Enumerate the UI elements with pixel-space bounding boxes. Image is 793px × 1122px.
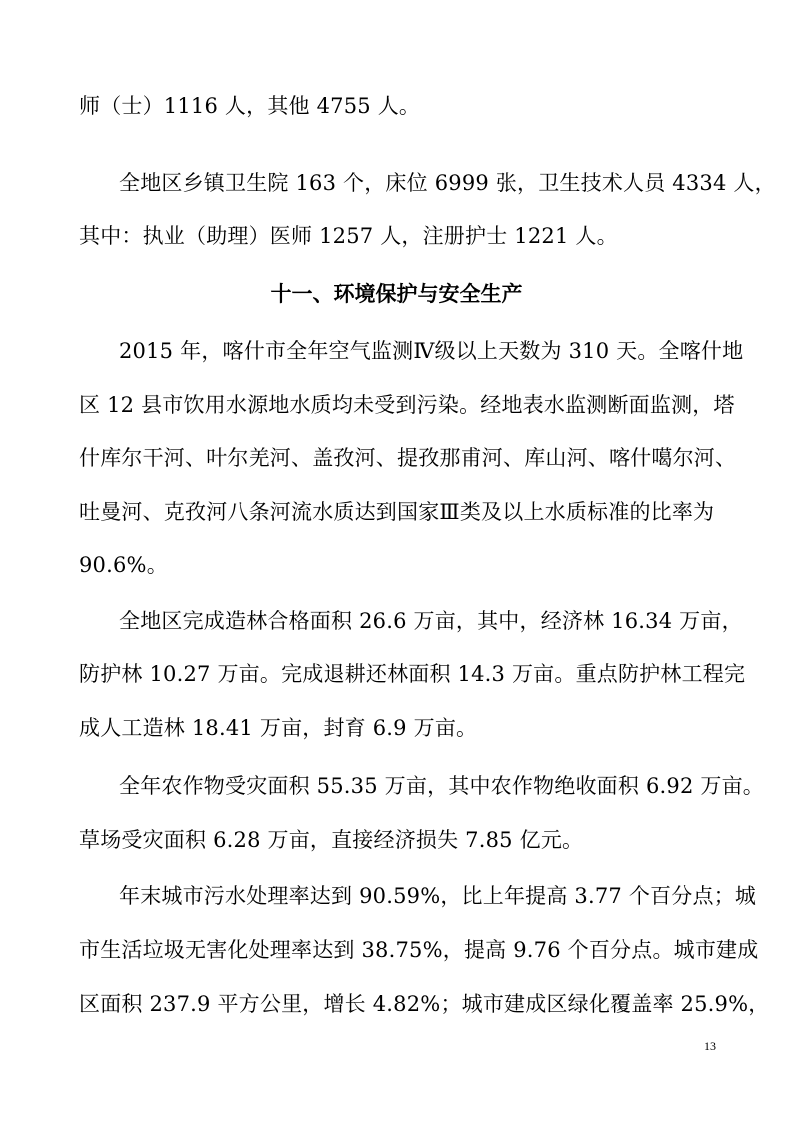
body-line: 2015 年，喀什市全年空气监测Ⅳ级以上天数为 310 天。全喀什地: [119, 339, 744, 363]
body-line: 吐曼河、克孜河八条河流水质达到国家Ⅲ类及以上水质标准的比率为: [79, 500, 715, 524]
body-line: 区 12 县市饮用水源地水质均未受到污染。经地表水监测断面监测，塔: [79, 393, 735, 417]
body-line: 年末城市污水处理率达到 90.59%，比上年提高 3.77 个百分点；城: [119, 884, 757, 908]
section-heading: 十一、环境保护与安全生产: [270, 282, 523, 306]
body-line: 90.6%。: [79, 553, 168, 577]
body-line: 全地区完成造林合格面积 26.6 万亩，其中，经济林 16.34 万亩，: [119, 609, 743, 633]
body-line: 防护林 10.27 万亩。完成退耕还林面积 14.3 万亩。重点防护林工程完: [79, 662, 746, 686]
body-line: 成人工造林 18.41 万亩，封育 6.9 万亩。: [79, 716, 478, 740]
body-line: 师（士）1116 人，其他 4755 人。: [79, 94, 421, 118]
body-line: 什库尔干河、叶尔羌河、盖孜河、提孜那甫河、库山河、喀什噶尔河、: [79, 446, 737, 470]
body-line: 区面积 237.9 平方公里，增长 4.82%；城市建成区绿化覆盖率 25.9%，: [79, 992, 770, 1016]
body-line: 全年农作物受灾面积 55.35 万亩，其中农作物绝收面积 6.92 万亩。: [119, 774, 764, 798]
body-line: 其中：执业（助理）医师 1257 人，注册护士 1221 人。: [79, 224, 618, 248]
body-line: 市生活垃圾无害化处理率达到 38.75%，提高 9.76 个百分点。城市建成: [79, 938, 759, 962]
body-line: 草场受灾面积 6.28 万亩，直接经济损失 7.85 亿元。: [79, 828, 584, 852]
page-number: 13: [704, 1039, 716, 1053]
body-line: 全地区乡镇卫生院 163 个，床位 6999 张，卫生技术人员 4334 人，: [119, 171, 776, 195]
